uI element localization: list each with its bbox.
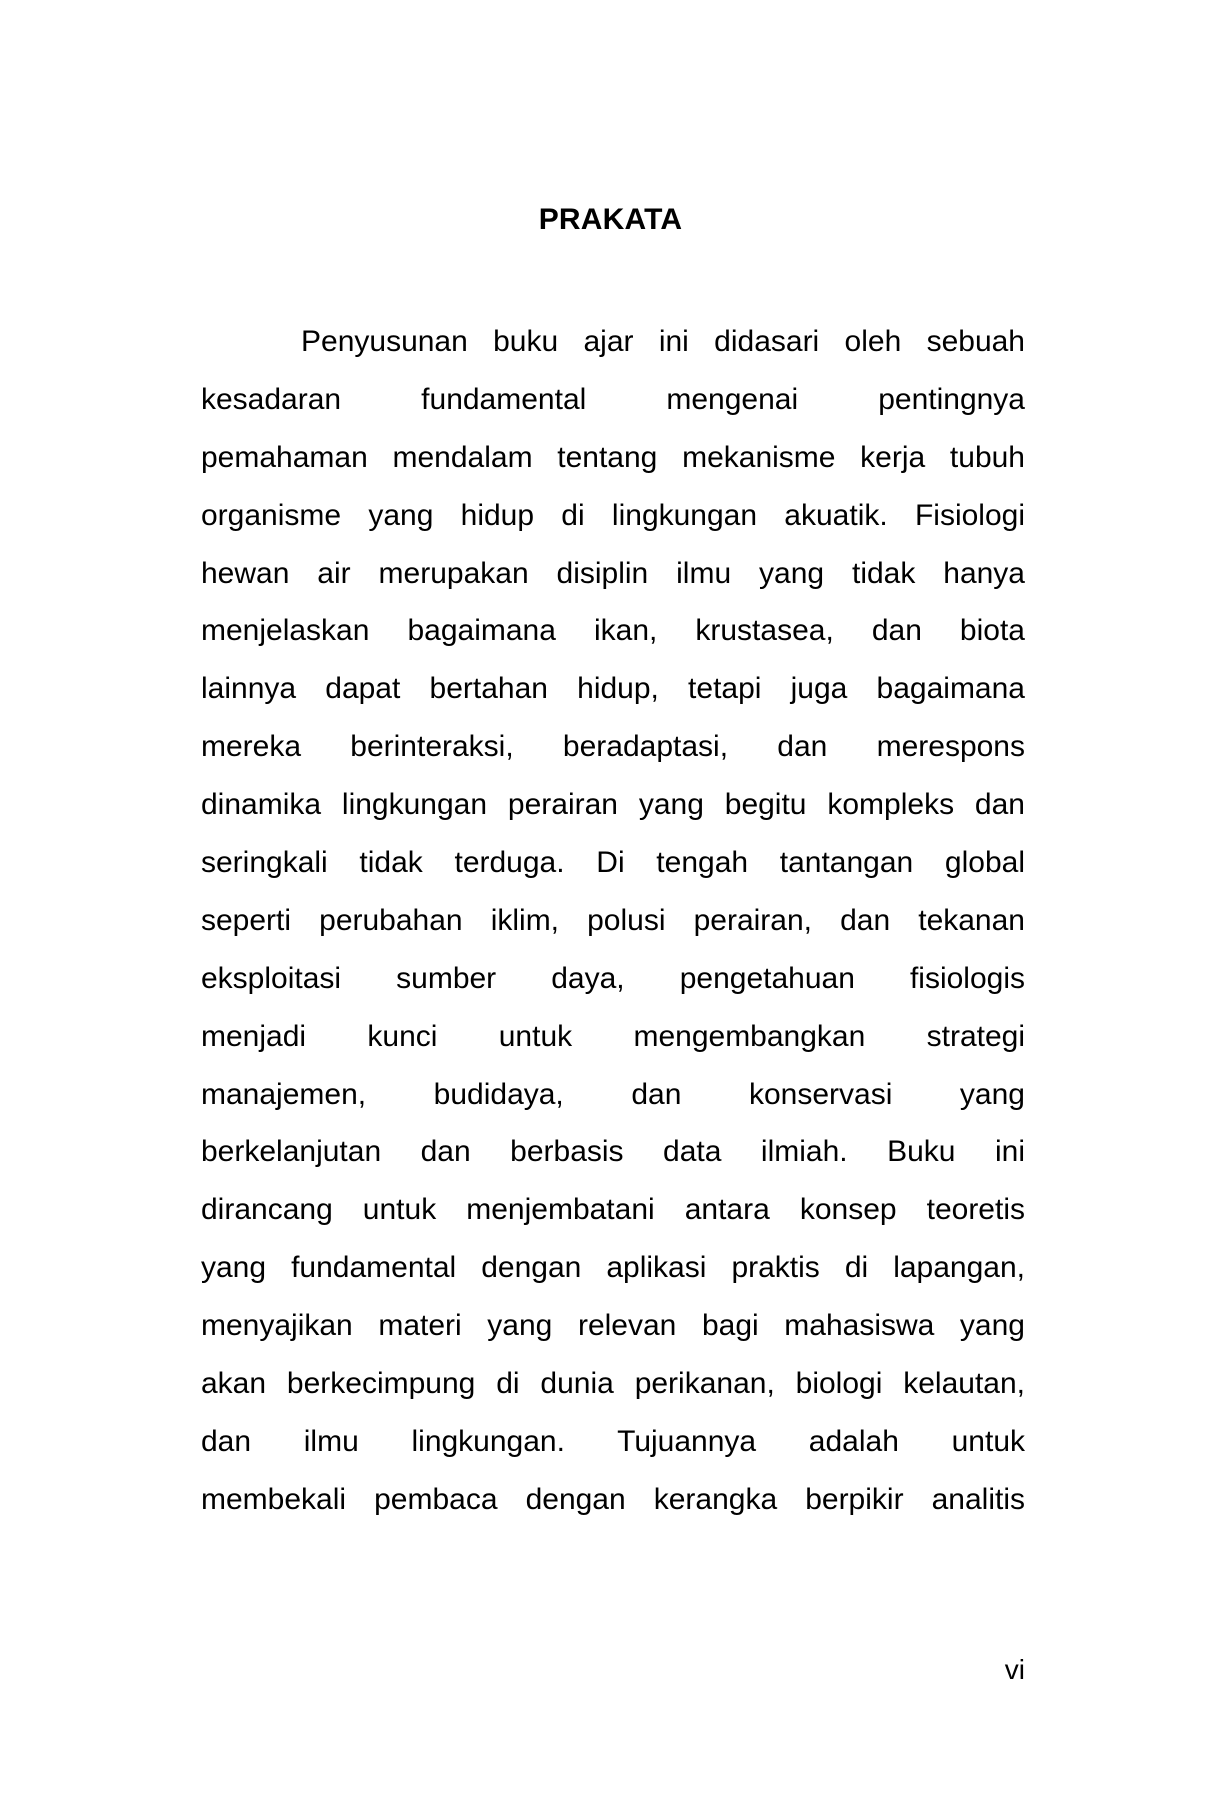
paragraph-line: mereka berinteraksi, beradaptasi, dan merespons xyxy=(201,730,1025,764)
paragraph-line: yang fundamental dengan aplikasi praktis di lapangan, xyxy=(201,1251,1025,1285)
page-number: vi xyxy=(1004,1654,1025,1685)
paragraph-line: lainnya dapat bertahan hidup, tetapi juga bagaimana xyxy=(201,672,1025,706)
paragraph-line: pemahaman mendalam tentang mekanisme kerja tubuh xyxy=(201,440,1025,474)
paragraph-line: kesadaran fundamental mengenai pentingnya xyxy=(201,382,1025,416)
preface-paragraph xyxy=(201,313,1025,1529)
paragraph-line: Penyusunan buku ajar ini didasari oleh sebuah xyxy=(301,325,1025,358)
paragraph-line: berkelanjutan dan berbasis data ilmiah. Buku ini xyxy=(201,1135,1025,1169)
paragraph-line: menjadi kunci untuk mengembangkan strategi xyxy=(201,1019,1025,1053)
paragraph-line: hewan air merupakan disiplin ilmu yang tidak hanya xyxy=(201,556,1025,590)
paragraph-line: menjelaskan bagaimana ikan, krustasea, dan biota xyxy=(201,614,1025,648)
page-title: PRAKATA xyxy=(538,203,683,236)
paragraph-line: manajemen, budidaya, dan konservasi yang xyxy=(201,1077,1025,1111)
paragraph-line: dinamika lingkungan perairan yang begitu kompleks dan xyxy=(201,788,1025,822)
paragraph-line: seperti perubahan iklim, polusi perairan, dan tekanan xyxy=(201,903,1025,937)
paragraph-line: seringkali tidak terduga. Di tengah tantangan global xyxy=(201,846,1025,880)
paragraph-line: membekali pembaca dengan kerangka berpikir analitis xyxy=(201,1482,1025,1516)
paragraph-line: dirancang untuk menjembatani antara konsep teoretis xyxy=(201,1193,1025,1227)
paragraph-line: eksploitasi sumber daya, pengetahuan fisiologis xyxy=(201,961,1025,995)
paragraph-line: menyajikan materi yang relevan bagi mahasiswa yang xyxy=(201,1309,1025,1343)
paragraph-line: akan berkecimpung di dunia perikanan, biologi kelautan, xyxy=(201,1367,1025,1401)
paragraph-line: dan ilmu lingkungan. Tujuannya adalah untuk xyxy=(201,1424,1025,1458)
paragraph-line: organisme yang hidup di lingkungan akuatik. Fisiologi xyxy=(201,498,1025,532)
